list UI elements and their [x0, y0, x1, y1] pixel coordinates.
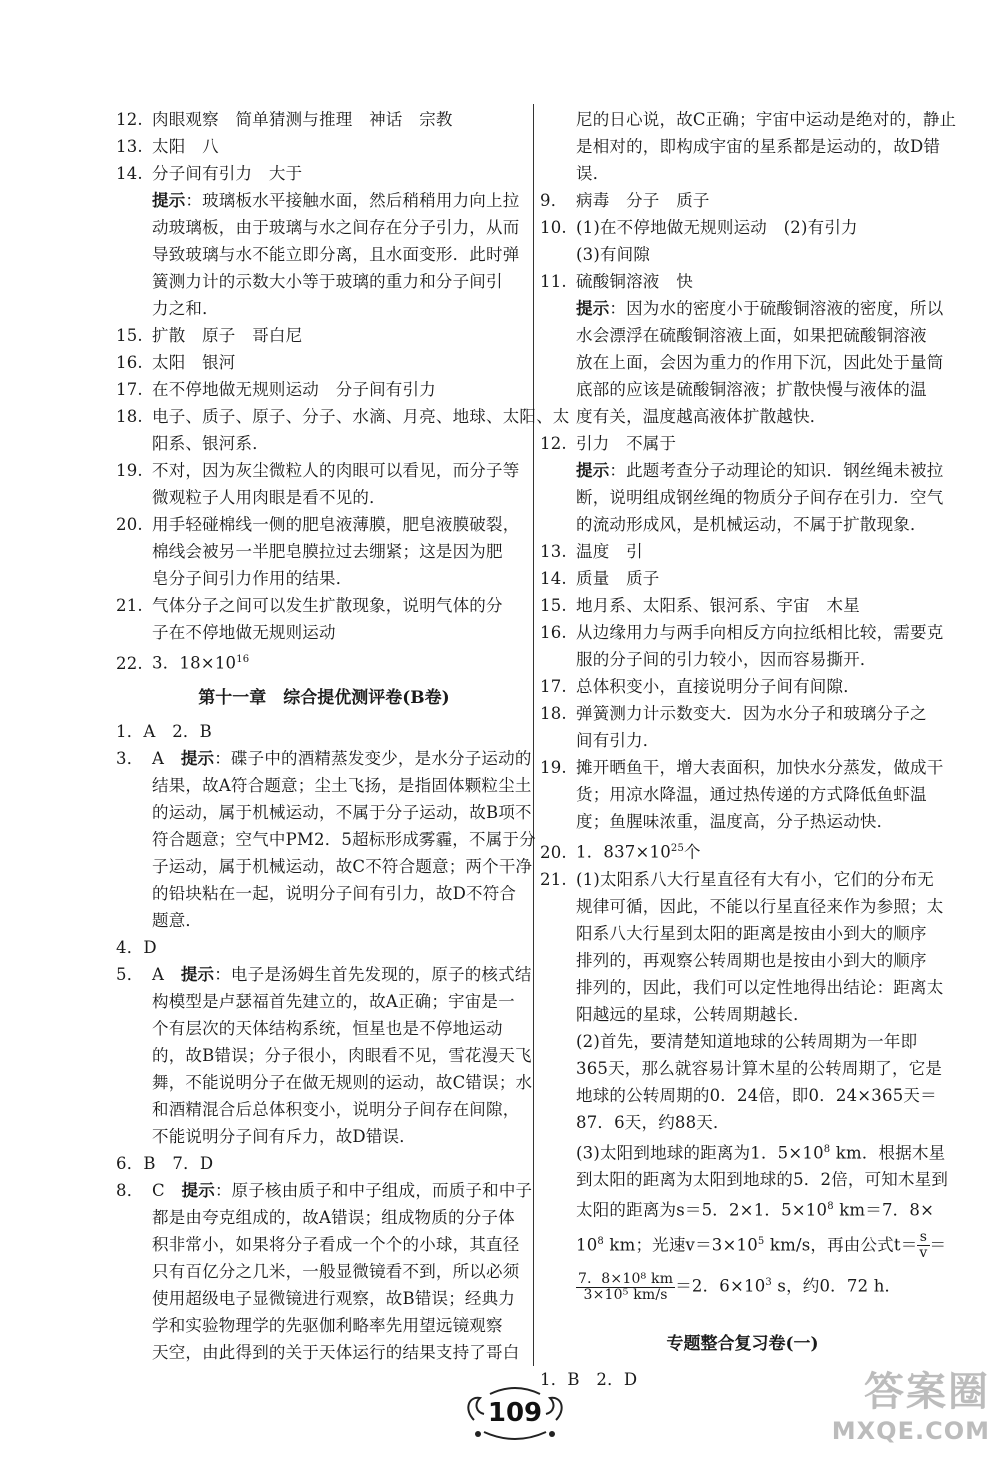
hint-line: 水会漂浮在硫酸铜溶液上面，如果把硫酸铜溶液 — [576, 326, 927, 345]
hint-line: 底部的应该是硫酸铜溶液；扩散快慢与液体的温 — [576, 380, 927, 399]
answer-line: 间有引力． — [576, 731, 660, 750]
answer-17-right: 17. 总体积变小，直接说明分子间有间隙． — [540, 677, 860, 696]
answer-14-right: 14. 质量 质子 — [540, 569, 660, 588]
hint-line: 力之和． — [152, 299, 219, 318]
hint-line: 只有百亿分之几米，一般显微镜看不到，所以必须 — [152, 1261, 520, 1281]
continued-line: 误． — [576, 164, 610, 183]
answer-line: 到太阳的距离为太阳到地球的5．2倍，可知木星到 — [576, 1170, 949, 1189]
answer-line: (3)太阳到地球的距离为1．$5\times 10^8$ km．根据木星 — [576, 1143, 946, 1162]
answer-14: 14. 分子间有引力 大于 — [116, 164, 303, 183]
hint-line: 个有层次的天体结构系统，恒星也是不停地运动 — [152, 1018, 503, 1038]
section-title-b: 第十一章 综合提优测评卷(B卷) — [198, 687, 450, 708]
fraction-distance-over-speed: $\frac{\text{7．8×10⁸ km}}{\text{3×10⁵ km/s}}$ — [578, 1270, 674, 1303]
answer-line: 棉线会被另一半肥皂膜拉过去绷紧；这是因为肥 — [152, 542, 503, 561]
column-divider — [533, 104, 534, 1366]
hint-line: 提示：因为水的密度小于硫酸铜溶液的密度，所以 — [576, 299, 944, 318]
answer-line: 地球的公转周期的0．24倍，即0．24×365天＝ — [576, 1085, 937, 1105]
answer-b8: 8． C 提示：原子核由质子和中子组成，而质子和中子 — [116, 1180, 533, 1200]
answer-line: 排列的，再观察公转周期也是按由小到大的顺序 — [576, 950, 927, 970]
hint-line: 舞，不能说明分子在做无规则的运动，故C错误；水 — [152, 1072, 533, 1092]
answer-21: 21. 气体分子之间可以发生扩散现象，说明气体的分 — [116, 596, 503, 615]
answer-15: 15. 扩散 原子 哥白尼 — [116, 326, 303, 345]
answer-18-right: 18. 弹簧测力计示数变大．因为水分子和玻璃分子之 — [540, 704, 927, 723]
answer-18: 18. 电子、质子、原子、分子、水滴、月亮、地球、太阳、太 — [116, 407, 570, 426]
left-column — [116, 106, 570, 1366]
answer-line: 子在不停地做无规则运动 — [152, 623, 336, 642]
answer-17: 17. 在不停地做无规则运动 分子间有引力 — [116, 380, 436, 399]
hint-line: 使用超级电子显微镜进行观察，故B错误；经典力 — [152, 1288, 516, 1308]
answer-b6-7: 6．B 7．D — [116, 1153, 214, 1173]
right-column — [540, 106, 957, 1393]
answer-line: 排列的，因此，我们可以定性地得出结论：距离太 — [576, 977, 944, 997]
answer-13: 13. 太阳 八 — [116, 137, 219, 156]
answer-line: 87．6天，约88天． — [576, 1112, 730, 1132]
watermark-logo-text: 答案圈 — [864, 1369, 990, 1415]
answer-line: 阳系、银河系． — [152, 434, 269, 453]
hint-line: 符合题意；空气中PM2．5超标形成雾霾，不属于分 — [152, 829, 536, 849]
page-number-badge — [460, 1380, 570, 1450]
answer-line: 365天，那么就容易计算木星的公转周期了，它是 — [576, 1058, 943, 1078]
hint-line: 提示：玻璃板水平接触水面，然后稍稍用力向上拉 — [152, 191, 520, 210]
answer-line: (3)有间隙 — [576, 245, 651, 264]
answer-b4: 4．D — [116, 937, 157, 957]
answer-12-right: 12. 引力 不属于 — [540, 434, 677, 453]
answer-line: 服的分子间的引力较小，因而容易撕开． — [576, 650, 877, 669]
hint-line: 结果，故A符合题意；尘土飞扬，是指固体颗粒尘土 — [152, 775, 532, 795]
fraction-s-over-v: $\frac{s}{v}$ — [919, 1229, 928, 1261]
hint-line: 积非常小，如果将分子看成一个个的小球，其直径 — [152, 1234, 520, 1254]
answer-line: 阳系八大行星到太阳的距离是按由小到大的顺序 — [576, 923, 927, 943]
answer-10: 10. (1)在不停地做无规则运动 (2)有引力 — [540, 218, 858, 237]
site-watermark — [820, 1368, 990, 1458]
answer-line: 阳越远的星球，公转周期越长． — [576, 1004, 810, 1024]
answer-19: 19. 不对，因为灰尘微粒人的肉眼可以看见，而分子等 — [116, 461, 520, 480]
hint-line: 簧测力计的示数大小等于玻璃的重力和分子间引 — [152, 272, 503, 291]
answer-line: (2)首先，要清楚知道地球的公转周期为一年即 — [576, 1031, 918, 1051]
answer-line: 货；用凉水降温，通过热传递的方式降低鱼虾温 — [576, 785, 927, 804]
answer-22: 22. 3．$18\times 10^{16}$ — [116, 653, 250, 673]
hint-line: 断，说明组成钢丝绳的物质分子间存在引力．空气 — [576, 488, 944, 507]
answer-b1-2: 1．A 2．B — [116, 721, 212, 741]
answer-line: 太阳的距离为s＝5．2×1．$5\times 10^8$ km＝7．8× — [576, 1200, 935, 1220]
hint-line: 构模型是卢瑟福首先建立的，故A正确；宇宙是一 — [152, 991, 515, 1011]
hint-line: 题意． — [152, 910, 203, 930]
section-title-special: 专题整合复习卷(一) — [666, 1333, 819, 1354]
hint-line: 不能说明分子间有斥力，故D错误． — [152, 1126, 416, 1146]
answer-line: 规律可循，因此，不能以行星直径来作为参照；太 — [576, 896, 944, 916]
formula-line: $10^8$ km；光速$v=3\times 10^5$ km/s，再由公式t＝ $\frac{s}{v}$ ＝ — [576, 1229, 947, 1261]
page-number: 109 — [487, 1398, 543, 1428]
answer-20: 20. 用手轻碰棉线一侧的肥皂液薄膜，肥皂液膜破裂， — [116, 515, 520, 534]
hint-line: 学和实验物理学的先驱伽利略率先用望远镜观察 — [152, 1315, 503, 1335]
answer-s1-2: 1．B 2．D — [540, 1369, 638, 1389]
answer-12: 12. 肉眼观察 简单猜测与推理 神话 宗教 — [116, 110, 453, 129]
hint-line: 子运动，属于机械运动，故C不符合题意；两个干净 — [152, 856, 533, 876]
hint-line: 度有关，温度越高液体扩散越快． — [576, 407, 827, 426]
answer-19-right: 19. 摊开晒鱼干，增大表面积，加快水分蒸发，做成干 — [540, 758, 944, 777]
answer-11: 11. 硫酸铜溶液 快 — [540, 272, 693, 291]
hint-line: 提示：此题考查分子动理论的知识．钢丝绳未被拉 — [576, 461, 944, 480]
answer-line: 度；鱼腥味浓重，温度高，分子热运动快． — [576, 812, 894, 831]
hint-line: 动玻璃板，由于玻璃与水之间存在分子引力，从而 — [152, 218, 520, 237]
answer-15-right: 15. 地月系、太阳系、银河系、宇宙 木星 — [540, 596, 860, 615]
hint-line: 的，故B错误；分子很小，肉眼看不见，雪花漫天飞 — [152, 1045, 532, 1065]
answer-b5: 5． A 提示：电子是汤姆生首先发现的，原子的核式结 — [116, 964, 532, 984]
hint-line: 和酒精混合后总体积变小，说明分子间存在间隙， — [152, 1099, 520, 1119]
hint-line: 放在上面，会因为重力的作用下沉，因此处于量筒 — [576, 353, 944, 372]
answer-16-right: 16. 从边缘用力与两手向相反方向拉纸相比较，需要克 — [540, 623, 944, 642]
hint-line: 天空，由此得到的关于天体运行的结果支持了哥白 — [152, 1342, 520, 1362]
continued-line: 是相对的，即构成宇宙的星系都是运动的，故D错 — [576, 137, 941, 156]
hint-line: 的流动形成风，是机械运动，不属于扩散现象． — [576, 515, 927, 534]
hint-line: 导致玻璃与水不能立即分离，且水面变形．此时弹 — [152, 245, 520, 264]
answer-16: 16. 太阳 银河 — [116, 353, 236, 372]
answer-b3: 3． A 提示：碟子中的酒精蒸发变少，是水分子运动的 — [116, 748, 532, 768]
watermark-url: MXQE.COM — [831, 1417, 990, 1445]
answer-13-right: 13. 温度 引 — [540, 542, 643, 561]
continued-line: 尼的日心说，故C正确；宇宙中运动是绝对的，静止 — [576, 110, 957, 129]
hint-line: 的运动，属于机械运动，不属于分子运动，故B项不 — [152, 802, 532, 822]
answer-line: 微观粒子人用肉眼是看不见的． — [152, 488, 386, 507]
answer-21-right: 21. (1)太阳系八大行星直径有大有小，它们的分布无 — [540, 869, 934, 889]
formula-line: $\frac{\text{7．8×10⁸ km}}{\text{3×10⁵ km/s}}$ ＝2．$6\times 10^3$ s，约0．72 h． — [578, 1270, 902, 1303]
answer-line: 皂分子间引力作用的结果． — [152, 569, 353, 588]
hint-line: 的铅块粘在一起，说明分子间有引力，故D不符合 — [152, 883, 517, 903]
hint-line: 都是由夸克组成的，故A错误；组成物质的分子体 — [152, 1207, 515, 1227]
answer-9: 9． 病毒 分子 质子 — [540, 191, 710, 210]
answer-20-right: 20. 1．$837\times 10^{25}$个 — [540, 842, 701, 862]
